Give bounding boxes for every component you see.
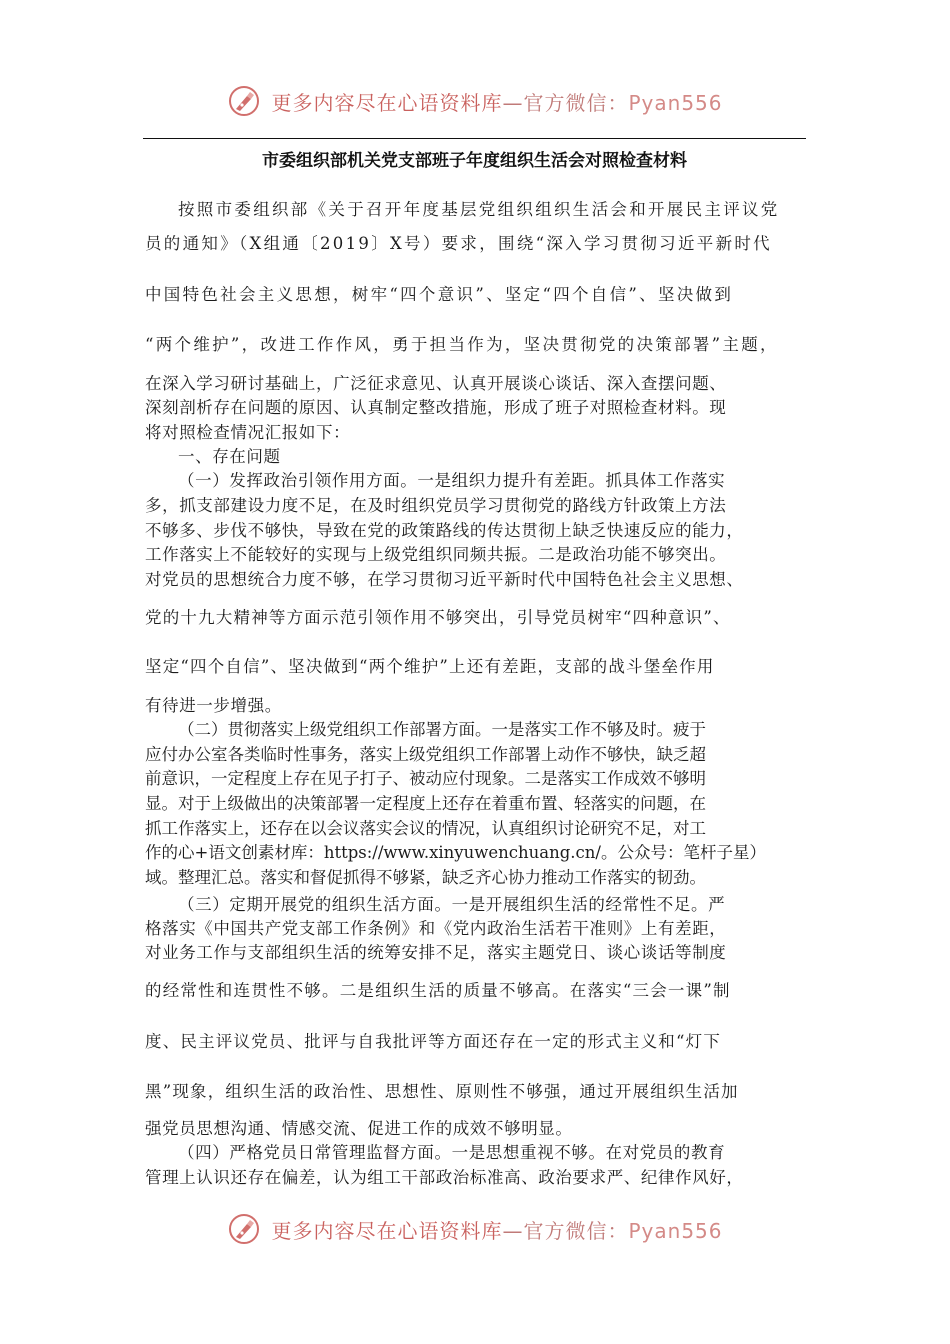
text-line: 前意识，一定程度上存在见子打子、被动应付现象。二是落实工作成效不够明 [145,769,706,788]
text-line: 作的心+语文创素材库：https://www.xinyuwenchuang.cn/。公众号：笔杆子星） [145,843,766,862]
watermark-prefix: 更多内容尽在心语资料库 [271,90,503,115]
text-line: 不够多、步伐不够快，导致在党的政策路线的传达贯彻上缺乏快速反应的能力， [145,521,744,540]
text-line: 中国特色社会主义思想，树牢“四个意识”、坚定“四个自信”、坚决做到 [145,285,734,304]
watermark-middle: —官方微信： [502,90,629,115]
pen-nib-logo-icon [227,1212,261,1246]
text-line: 坚定“四个自信”、坚决做到“两个维护”上还有差距，支部的战斗堡垒作用 [145,657,715,676]
watermark-wechat-id: Pyan556 [628,1218,723,1243]
text-line: 格落实《中国共产党支部工作条例》和《党内政治生活若干准则》上有差距， [145,919,727,938]
pen-nib-logo-icon [227,84,261,118]
text-line: 在深入学习研讨基础上，广泛征求意见、认真开展谈心谈话、深入查摆问题、 [145,374,727,393]
text-line: （二）贯彻落实上级党组织工作部署方面。一是落实工作不够及时。疲于 [178,720,706,739]
text-line: 对业务工作与支部组织生活的统筹安排不足，落实主题党日、谈心谈话等制度 [145,943,727,962]
text-line: 工作落实上不能较好的实现与上级党组织同频共振。二是政治功能不够突出。 [145,545,727,564]
watermark-header [0,84,950,118]
text-line: 域。整理汇总。落实和督促抓得不够紧，缺乏齐心协力推动工作落实的韧劲。 [145,868,706,887]
text-line: 员的通知》（X组通〔2019〕X号）要求，围绕“深入学习贯彻习近平新时代 [145,234,772,253]
text-line: 对党员的思想统合力度不够，在学习贯彻习近平新时代中国特色社会主义思想、 [145,570,744,589]
text-line: （四）严格党员日常管理监督方面。一是思想重视不够。在对党员的教育 [178,1143,726,1162]
text-line: 抓工作落实上，还存在以会议落实会议的情况，认真组织讨论研究不足，对工 [145,819,706,838]
watermark-footer [0,1212,950,1246]
text-line: 的经常性和连贯性不够。二是组织生活的质量不够高。在落实“三会一课”制 [145,981,731,1000]
text-line: 有待进一步增强。 [145,696,282,715]
text-line: 将对照检查情况汇报如下： [145,423,351,442]
text-line: 度、民主评议党员、批评与自我批评等方面还存在一定的形式主义和“灯下 [145,1032,722,1051]
text-line: 显。对于上级做出的决策部署一定程度上还存在着重布置、轻落实的问题，在 [145,794,706,813]
watermark-middle: —官方微信： [502,1218,629,1243]
text-line: （三）定期开展党的组织生活方面。一是开展组织生活的经常性不足。严 [178,895,726,914]
text-line: “两个维护”，改进工作作风，勇于担当作为，坚决贯彻党的决策部署”主题， [145,335,779,354]
text-line: 多，抓支部建设力度不足，在及时组织党员学习贯彻党的路线方针政策上方法 [145,496,727,515]
text-line: 按照市委组织部《关于召开年度基层党组织组织生活会和开展民主评议党 [178,200,780,219]
text-line: （一）发挥政治引领作用方面。一是组织力提升有差距。抓具体工作落实 [178,471,726,490]
text-line: 深刻剖析存在问题的原因、认真制定整改措施，形成了班子对照检查材料。现 [145,398,727,417]
text-line: 党的十九大精神等方面示范引领作用不够突出，引导党员树牢“四种意识”、 [145,608,731,627]
text-line: 应付办公室各类临时性事务，落实上级党组织工作部署上动作不够快，缺乏超 [145,745,706,764]
text-line: 管理上认识还存在偏差，认为组工干部政治标准高、政治要求严、纪律作风好， [145,1168,744,1187]
watermark-text [271,87,722,116]
document-title: 市委组织部机关党支部班子年度组织生活会对照检查材料 [262,151,687,171]
watermark-prefix: 更多内容尽在心语资料库 [271,1218,503,1243]
watermark-wechat-id: Pyan556 [628,90,723,115]
text-line: 强党员思想沟通、情感交流、促进工作的成效不够明显。 [145,1119,573,1138]
text-line: 黑”现象，组织生活的政治性、思想性、原则性不够强，通过开展组织生活加 [145,1082,739,1101]
section-heading: 一、存在问题 [178,447,281,466]
header-rule [143,138,806,139]
watermark-text [271,1215,722,1244]
